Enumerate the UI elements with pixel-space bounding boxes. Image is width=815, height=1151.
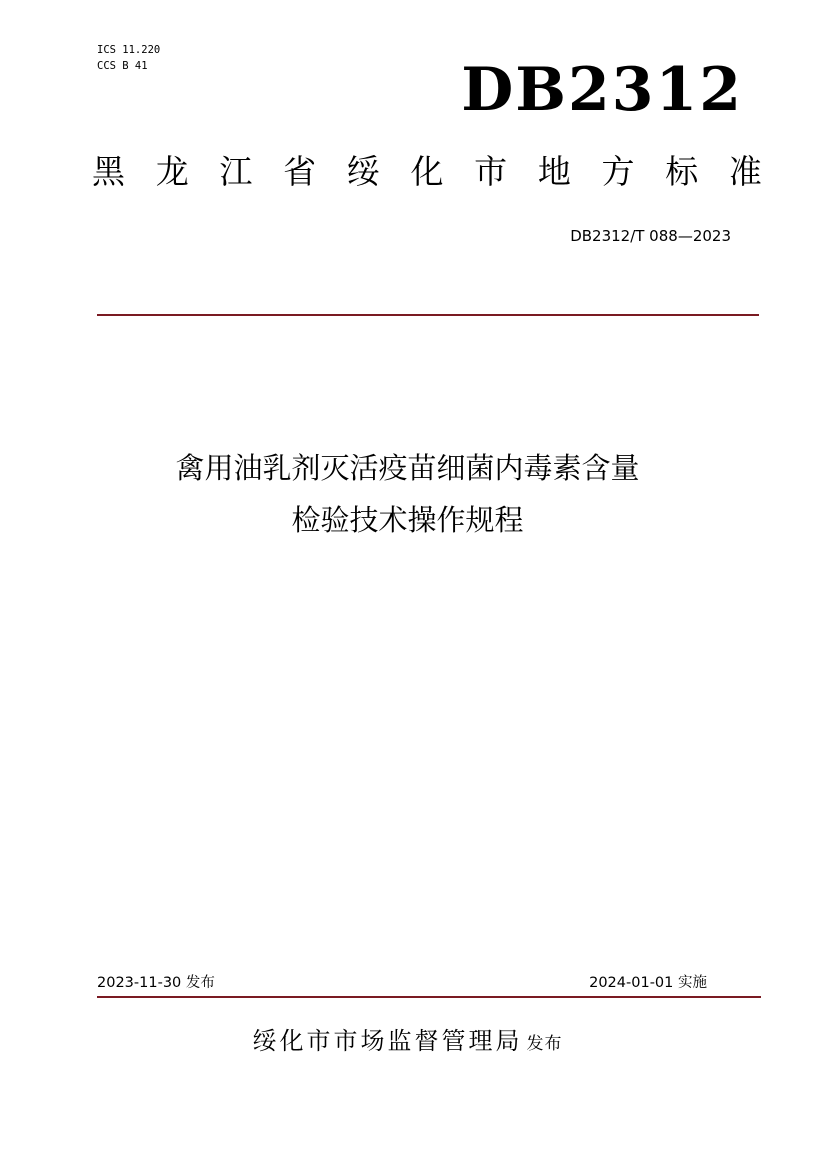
publisher-name: 绥化市市场监督管理局 bbox=[252, 1027, 523, 1055]
top-divider bbox=[97, 314, 759, 316]
standard-type-char: 绥 bbox=[346, 152, 380, 191]
classification-codes bbox=[97, 42, 160, 74]
document-title-line-2: 检验技术操作规程 bbox=[291, 503, 524, 537]
standard-type-char: 方 bbox=[601, 152, 635, 191]
standard-type-char: 龙 bbox=[155, 152, 189, 191]
document-title-line-1: 禽用油乳剂灭活疫苗细菌内毒素含量 bbox=[175, 451, 640, 485]
standard-type-heading bbox=[92, 150, 762, 194]
publish-date: 2023-11-30 发布 bbox=[97, 975, 215, 991]
ics-code: ICS 11.220 bbox=[97, 44, 161, 56]
standard-type-char: 化 bbox=[410, 152, 444, 191]
ccs-code: CCS B 41 bbox=[97, 60, 148, 72]
publisher-line bbox=[0, 1024, 815, 1061]
standard-logo: DB2312 bbox=[461, 55, 743, 125]
standard-type-char: 省 bbox=[283, 152, 317, 191]
standard-type-char: 地 bbox=[537, 152, 571, 191]
standard-type-char: 黑 bbox=[92, 152, 125, 191]
bottom-divider bbox=[97, 996, 761, 998]
standard-number: DB2312/T 088—2023 bbox=[570, 227, 731, 245]
standard-type-char: 标 bbox=[665, 152, 699, 191]
standard-type-char: 市 bbox=[474, 152, 508, 191]
publisher-suffix: 发布 bbox=[526, 1034, 563, 1054]
standard-type-char: 准 bbox=[728, 152, 762, 191]
standard-type-char: 江 bbox=[219, 152, 253, 191]
implement-date: 2024-01-01 实施 bbox=[589, 975, 707, 991]
